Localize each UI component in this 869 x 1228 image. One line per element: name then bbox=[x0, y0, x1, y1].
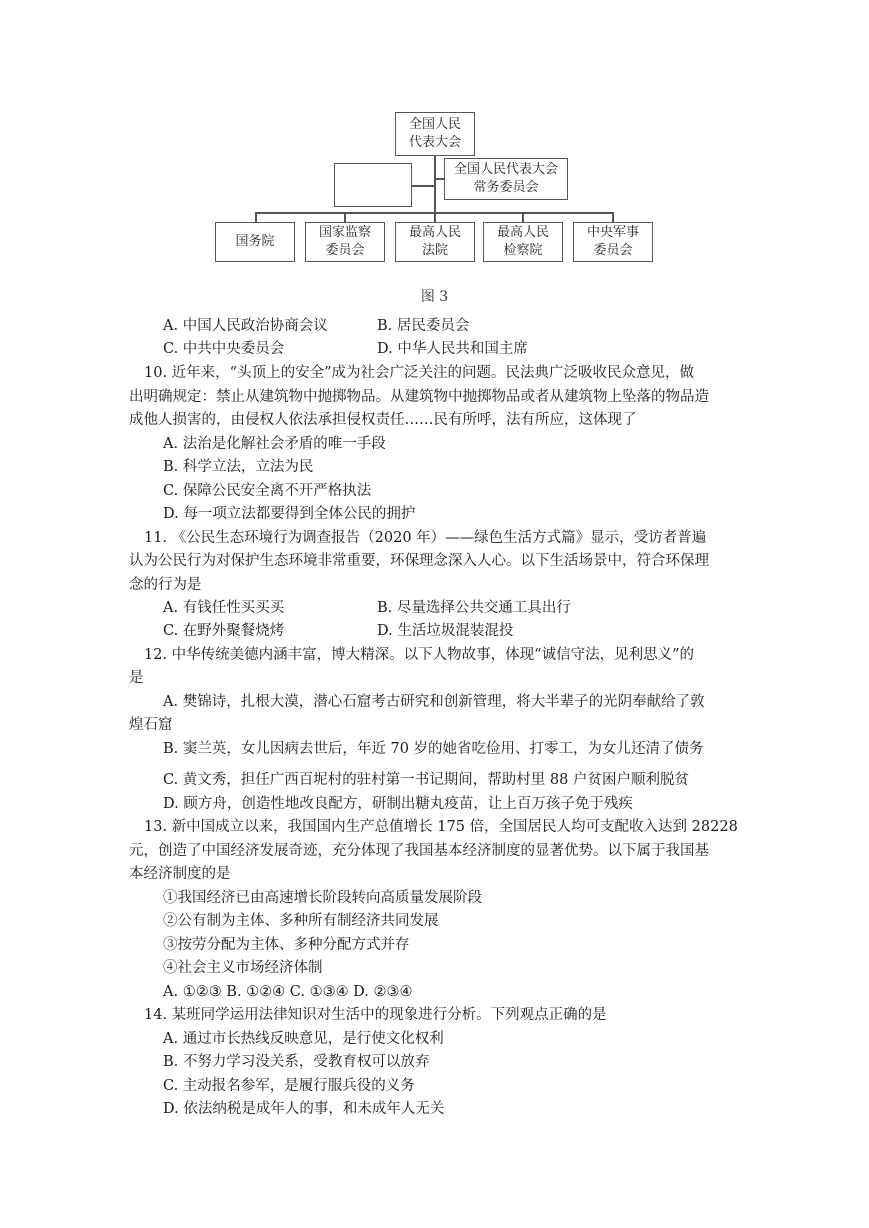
q10-option-b: B. 科学立法，立法为民 bbox=[163, 459, 314, 475]
q10-stem-line-3: 成他人损害的，由侵权人依法承担侵权责任……民有所呼，法有所应，这体现了 bbox=[129, 412, 637, 428]
q13-item-2: ②公有制为主体、多种所有制经济共同发展 bbox=[163, 913, 439, 929]
q13-stem-line-1: 13. 新中国成立以来，我国国内生产总值增长 175 倍，全国居民人均可支配收入达到 28228 bbox=[144, 819, 738, 835]
q11-stem-line-3: 念的行为是 bbox=[129, 577, 202, 593]
military-commission-box bbox=[573, 222, 653, 262]
supreme-court-line-1: 最高人民 bbox=[408, 225, 461, 240]
q10-stem-line-2: 出明确规定：禁止从建筑物中抛掷物品。从建筑物中抛掷物品或者从建筑物上坠落的物品造 bbox=[129, 389, 709, 405]
q14-option-d: D. 依法纳税是成年人的事，和未成年人无关 bbox=[163, 1101, 445, 1117]
military-commission-line-2: 委员会 bbox=[593, 243, 633, 258]
q12-option-c: C. 黄文秀，担任广西百坭村的驻村第一书记期间，帮助村里 88 户贫困户顺利脱贫 bbox=[163, 772, 689, 788]
q10-stem-line-1: 10. 近年来，“头顶上的安全”成为社会广泛关注的问题。民法典广泛吸收民众意见，做 bbox=[144, 365, 694, 381]
q11-option-a: A. 有钱任性买买买 bbox=[163, 600, 285, 616]
q10-option-a: A. 法治是化解社会矛盾的唯一手段 bbox=[163, 436, 386, 452]
branch-right-line bbox=[434, 178, 444, 180]
q13-stem-line-2: 元，创造了中国经济发展奇迹，充分体现了我国基本经济制度的显著优势。以下属于我国基 bbox=[129, 843, 709, 859]
supervisory-commission-line-2: 委员会 bbox=[325, 243, 365, 258]
q9-option-b: B. 居民委员会 bbox=[377, 318, 470, 334]
supreme-court-box bbox=[395, 222, 475, 262]
q11-option-d: D. 生活垃圾混装混投 bbox=[377, 623, 514, 639]
q14-option-b: B. 不努力学习没关系，受教育权可以放弃 bbox=[163, 1054, 430, 1070]
supreme-court-line-2: 法院 bbox=[421, 243, 448, 258]
figure-caption: 图 3 bbox=[420, 289, 449, 305]
trunk-line bbox=[434, 156, 436, 212]
standing-committee-box bbox=[444, 158, 568, 200]
q11-option-c: C. 在野外聚餐烧烤 bbox=[163, 623, 285, 639]
q11-stem-line-2: 认为公民行为对保护生态环境非常重要，环保理念深入人心。以下生活场景中，符合环保理 bbox=[129, 553, 709, 569]
standing-committee-line-1: 全国人民代表大会 bbox=[453, 162, 558, 177]
q14-option-a: A. 通过市长热线反映意见，是行使文化权利 bbox=[163, 1031, 444, 1047]
q12-option-b: B. 窦兰英，女儿因病去世后，年近 70 岁的她省吃俭用、打零工，为女儿还清了债务 bbox=[163, 741, 704, 757]
q12-stem-line-1: 12. 中华传统美德内涵丰富，博大精深。以下人物故事，体现“诚信守法，见利思义”的 bbox=[144, 647, 694, 663]
drop-line-2 bbox=[344, 212, 346, 222]
q12-option-a-line-2: 煌石窟 bbox=[129, 717, 173, 733]
drop-line-4 bbox=[522, 212, 524, 222]
q12-option-a-line-1: A. 樊锦诗，扎根大漠，潜心石窟考古研究和创新管理，将大半辈子的光阴奉献给了敦 bbox=[163, 694, 705, 710]
q10-option-c: C. 保障公民安全离不开严格执法 bbox=[163, 483, 372, 499]
npc-box-line-2: 代表大会 bbox=[408, 135, 461, 150]
q13-options: A. ①②③ B. ①②④ C. ①③④ D. ②③④ bbox=[163, 984, 413, 1000]
q12-option-d: D. 顾方舟，创造性地改良配方，研制出糖丸疫苗，让上百万孩子免于残疾 bbox=[163, 796, 633, 812]
q13-stem-line-3: 本经济制度的是 bbox=[129, 866, 231, 882]
q9-option-d: D. 中华人民共和国主席 bbox=[377, 341, 528, 357]
drop-line-3 bbox=[434, 212, 436, 222]
state-council-label: 国务院 bbox=[235, 234, 275, 249]
q14-option-c: C. 主动报名参军，是履行服兵役的义务 bbox=[163, 1078, 415, 1094]
q11-option-b: B. 尽量选择公共交通工具出行 bbox=[377, 600, 571, 616]
q9-option-a: A. 中国人民政治协商会议 bbox=[163, 318, 328, 334]
standing-committee-line-2: 常务委员会 bbox=[473, 180, 539, 195]
q14-stem: 14. 某班同学运用法律知识对生活中的现象进行分析。下列观点正确的是 bbox=[144, 1007, 607, 1023]
blank-answer-box bbox=[334, 163, 412, 207]
npc-box bbox=[395, 112, 475, 156]
drop-line-1 bbox=[255, 212, 257, 222]
q13-item-3: ③按劳分配为主体、多种分配方式并存 bbox=[163, 937, 410, 953]
branch-left-line bbox=[412, 185, 435, 187]
supreme-procuratorate-box bbox=[483, 222, 563, 262]
supervisory-commission-box bbox=[305, 222, 385, 262]
q9-option-c: C. 中共中央委员会 bbox=[163, 341, 285, 357]
drop-line-5 bbox=[612, 212, 614, 222]
military-commission-line-1: 中央军事 bbox=[586, 225, 639, 240]
supreme-procuratorate-line-2: 检察院 bbox=[503, 243, 543, 258]
q12-stem-line-2: 是 bbox=[129, 670, 144, 686]
supervisory-commission-line-1: 国家监察 bbox=[318, 225, 371, 240]
npc-box-line-1: 全国人民 bbox=[408, 117, 461, 132]
org-chart-diagram bbox=[0, 0, 869, 320]
q13-item-4: ④社会主义市场经济体制 bbox=[163, 960, 323, 976]
q13-item-1: ①我国经济已由高速增长阶段转向高质量发展阶段 bbox=[163, 890, 482, 906]
supreme-procuratorate-line-1: 最高人民 bbox=[496, 225, 549, 240]
q11-stem-line-1: 11. 《公民生态环境行为调查报告（2020 年）——绿色生活方式篇》显示，受访者普遍 bbox=[144, 530, 707, 546]
q10-option-d: D. 每一项立法都要得到全体公民的拥护 bbox=[163, 506, 416, 522]
state-council-box bbox=[215, 222, 295, 262]
